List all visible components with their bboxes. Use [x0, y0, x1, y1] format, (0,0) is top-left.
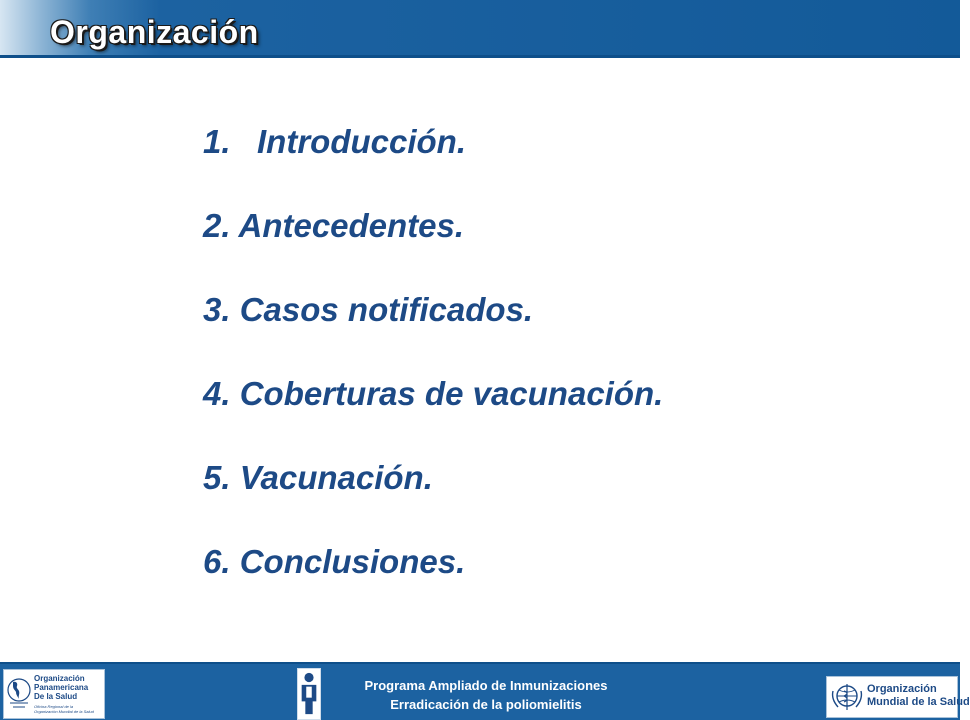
paho-logo [3, 669, 105, 719]
paho-subtitle-line: Oficina Regional de la [34, 704, 74, 709]
pai-figure-icon [297, 668, 321, 720]
agenda-item-number: 6. [203, 543, 231, 580]
slide-title: Organización [50, 14, 259, 50]
americas-globe-icon [7, 676, 31, 712]
paho-subtitle [34, 704, 94, 714]
agenda-item [203, 118, 663, 202]
agenda-item-label: Coberturas de vacunación. [239, 375, 664, 412]
agenda-item [203, 370, 663, 454]
agenda-item-number: 1. [203, 123, 231, 160]
paho-name [34, 674, 88, 701]
who-name-line: Mundial de la Salud [867, 696, 970, 708]
footer-bar [0, 662, 970, 720]
paho-name-line: De la Salud [34, 692, 78, 701]
agenda-item-label: Vacunación. [239, 459, 433, 496]
agenda-item-number: 2. [203, 207, 231, 244]
paho-name-line: Organización [34, 674, 85, 683]
header-bar [0, 0, 960, 58]
paho-subtitle-line: Organización Mundial de la Salud [34, 709, 94, 714]
agenda-item-number: 5. [203, 459, 231, 496]
paho-name-line: Panamericana [34, 683, 89, 692]
who-emblem-icon [830, 681, 864, 713]
footer-program-subtitle: Erradicación de la poliomielitis [390, 697, 582, 712]
agenda-item [203, 538, 663, 622]
agenda-item-label: Antecedentes. [238, 207, 465, 244]
footer-program-name: Programa Ampliado de Inmunizaciones [364, 678, 608, 693]
who-name-line: Organización [867, 683, 937, 695]
agenda-item-number: 3. [203, 291, 231, 328]
footer-program-text [330, 676, 642, 714]
agenda-item-label: Conclusiones. [239, 543, 466, 580]
agenda-list [203, 118, 663, 622]
who-logo [826, 676, 970, 718]
agenda-item [203, 286, 663, 370]
agenda-item [203, 454, 663, 538]
agenda-item-label: Casos notificados. [239, 291, 534, 328]
agenda-item-label: Introducción. [257, 123, 466, 160]
agenda-item-number: 4. [203, 375, 231, 412]
agenda-item [203, 202, 663, 286]
who-name [867, 683, 970, 709]
